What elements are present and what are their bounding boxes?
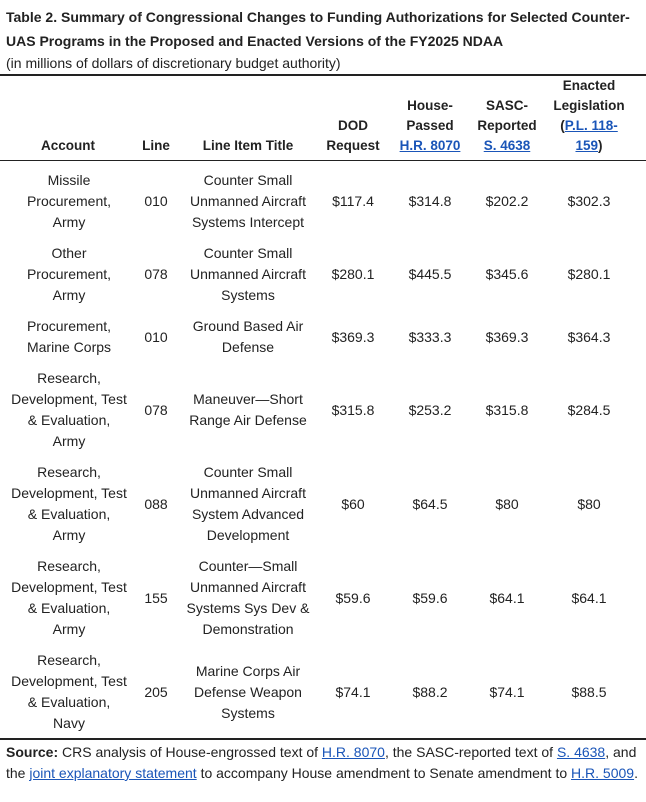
cell-sasc: $202.2 (485, 193, 529, 209)
header-dod-line1: DOD (338, 118, 368, 133)
cell-text-line: Systems (221, 704, 275, 721)
source-label: Source: (6, 744, 59, 760)
cell-text-line: Unmanned Aircraft (190, 579, 306, 595)
cell-text-line: Other (51, 245, 87, 261)
cell-enacted: $302.3 (567, 193, 611, 209)
cell-text-line: Navy (53, 715, 85, 731)
cell-text-line: Defense Weapon (194, 683, 302, 700)
cell-text-line: Unmanned Aircraft (190, 266, 306, 282)
source-link-hr5009[interactable]: H.R. 5009 (571, 765, 635, 781)
cell-text-line: Procurement, (26, 318, 112, 334)
cell-text-line: Army (52, 214, 86, 230)
cell-line-item-title (180, 243, 316, 306)
cell-dod: $60 (341, 495, 365, 512)
header-enacted-line2: Legislation (553, 98, 625, 113)
source-text-3: , and the (6, 744, 637, 781)
cell-line: 010 (144, 193, 168, 209)
header-dod (322, 116, 384, 156)
cell-dod: $315.8 (331, 401, 375, 418)
cell-text-line: & Evaluation, (27, 694, 111, 710)
cell-house: $88.2 (412, 683, 448, 700)
cell-enacted: $64.1 (571, 589, 607, 606)
cell-text-line: Counter Small (203, 172, 293, 188)
cell-enacted: $80 (577, 495, 601, 512)
source-link-joint-statement[interactable]: joint explanatory statement (29, 765, 197, 781)
header-rule (0, 160, 646, 161)
cell-text-line: Marine Corps Air (195, 662, 301, 679)
cell-text-line: Missile (47, 172, 91, 188)
cell-text-line: Army (52, 527, 86, 543)
header-house-line2: Passed (406, 118, 454, 133)
cell-text-line: Procurement, (26, 266, 112, 282)
cell-line: 155 (144, 589, 168, 606)
cell-dod: $59.6 (335, 589, 371, 606)
cell-line-item-title (180, 661, 316, 724)
cell-line: 010 (144, 328, 168, 345)
cell-text-line: Marine Corps (26, 339, 112, 355)
cell-line: 205 (144, 683, 168, 700)
cell-dod: $280.1 (331, 266, 375, 282)
cell-account (8, 462, 130, 546)
cell-text-line: Maneuver—Short (193, 391, 303, 407)
cell-line: 078 (144, 266, 168, 282)
bottom-rule (0, 738, 646, 740)
cell-text-line: Counter Small (203, 245, 293, 261)
cell-dod: $74.1 (335, 683, 371, 700)
cell-text-line: Unmanned Aircraft (190, 485, 306, 501)
cell-text-line: Unmanned Aircraft (190, 193, 306, 209)
header-enacted-close-paren: ) (598, 138, 603, 153)
header-house-line1: House- (407, 98, 453, 113)
cell-text-line: Development, Test (11, 485, 127, 501)
cell-dod: $369.3 (331, 328, 375, 345)
table-title: Table 2. Summary of Congressional Changes to Funding Authorizations for Selected Counter-UAS Programs in the Proposed and Enacted Versions of the FY2025 NDAA (6, 9, 630, 49)
cell-text-line: Development (206, 527, 290, 543)
cell-text-line: Army (52, 433, 86, 449)
source-text-4: to accompany House amendment to Senate amendment to (196, 765, 572, 781)
header-sasc-link[interactable]: S. 4638 (483, 138, 531, 153)
source-link-s4638[interactable]: S. 4638 (556, 744, 606, 760)
source-text-5: . (634, 765, 638, 781)
header-account: Account (41, 138, 95, 153)
cell-house: $314.8 (408, 193, 452, 209)
cell-text-line: Research, (37, 464, 101, 480)
table-subtitle: (in millions of dollars of discretionary budget authority) (6, 55, 341, 71)
cell-text-line: Research, (37, 558, 101, 574)
cell-sasc: $345.6 (485, 266, 529, 282)
cell-line: 078 (144, 401, 168, 418)
cell-enacted: $280.1 (567, 266, 611, 282)
cell-line-item-title (180, 462, 316, 546)
cell-text-line: Procurement, (26, 193, 112, 209)
cell-enacted: $88.5 (571, 683, 607, 700)
cell-account (8, 556, 130, 640)
header-enacted-open-paren: ( (560, 118, 565, 133)
cell-account (8, 650, 130, 734)
cell-text-line: Counter—Small (198, 558, 298, 574)
cell-house: $333.3 (408, 328, 452, 345)
cell-line-item-title (180, 556, 316, 640)
cell-house: $64.5 (412, 495, 448, 512)
source-note (6, 742, 638, 784)
cell-account (8, 243, 130, 306)
cell-line: 088 (144, 495, 168, 512)
header-sasc-line1: SASC- (485, 98, 528, 113)
header-line-item-title: Line Item Title (202, 138, 294, 153)
header-house-link[interactable]: H.R. 8070 (399, 138, 461, 153)
header-sasc-line2: Reported (477, 118, 537, 133)
cell-text-line: & Evaluation, (27, 600, 111, 616)
cell-text-line: Systems (221, 287, 275, 303)
cell-line-item-title (180, 389, 316, 431)
cell-line-item-title (180, 170, 316, 233)
cell-text-line: Development, Test (11, 579, 127, 595)
cell-account (8, 368, 130, 452)
header-house (394, 96, 466, 156)
cell-enacted: $284.5 (567, 401, 611, 418)
cell-dod: $117.4 (332, 193, 374, 209)
cell-text-line: Ground Based Air (192, 318, 304, 334)
cell-text-line: System Advanced (191, 506, 305, 522)
source-link-hr8070[interactable]: H.R. 8070 (321, 744, 385, 760)
cell-sasc: $315.8 (485, 401, 529, 418)
cell-house: $445.5 (408, 266, 452, 282)
header-enacted-link-b[interactable]: 159 (575, 138, 599, 153)
cell-text-line: Development, Test (11, 391, 127, 407)
header-enacted-link-a[interactable]: P.L. 118- (564, 118, 618, 133)
cell-house: $59.6 (412, 589, 448, 606)
cell-text-line: & Evaluation, (27, 412, 111, 428)
cell-text-line: Demonstration (202, 621, 294, 637)
cell-sasc: $80 (495, 495, 519, 512)
source-text-2: , the SASC-reported text of (384, 744, 557, 760)
cell-enacted: $364.3 (567, 328, 611, 345)
cell-text-line: Army (52, 287, 86, 303)
cell-text-line: Counter Small (203, 464, 293, 480)
cell-sasc: $74.1 (489, 683, 525, 700)
header-dod-line2: Request (326, 138, 380, 153)
cell-line-item-title (180, 316, 316, 358)
header-sasc (474, 96, 540, 156)
cell-text-line: Research, (37, 652, 101, 668)
source-text-1: CRS analysis of House-engrossed text of (58, 744, 322, 760)
cell-house: $253.2 (408, 401, 452, 418)
cell-text-line: Defense (221, 339, 275, 355)
header-enacted-line1: Enacted (562, 78, 616, 93)
cell-account (8, 316, 130, 358)
cell-text-line: & Evaluation, (27, 506, 111, 522)
cell-text-line: Range Air Defense (189, 412, 307, 428)
cell-text-line: Development, Test (11, 673, 127, 689)
cell-text-line: Army (52, 621, 86, 637)
header-enacted (548, 76, 630, 156)
cell-account (8, 170, 130, 233)
cell-sasc: $64.1 (489, 589, 525, 606)
cell-sasc: $369.3 (485, 328, 529, 345)
cell-text-line: Systems Sys Dev & (186, 600, 310, 616)
cell-text-line: Systems Intercept (191, 214, 305, 230)
header-line: Line (142, 138, 170, 153)
cell-text-line: Research, (37, 370, 101, 386)
